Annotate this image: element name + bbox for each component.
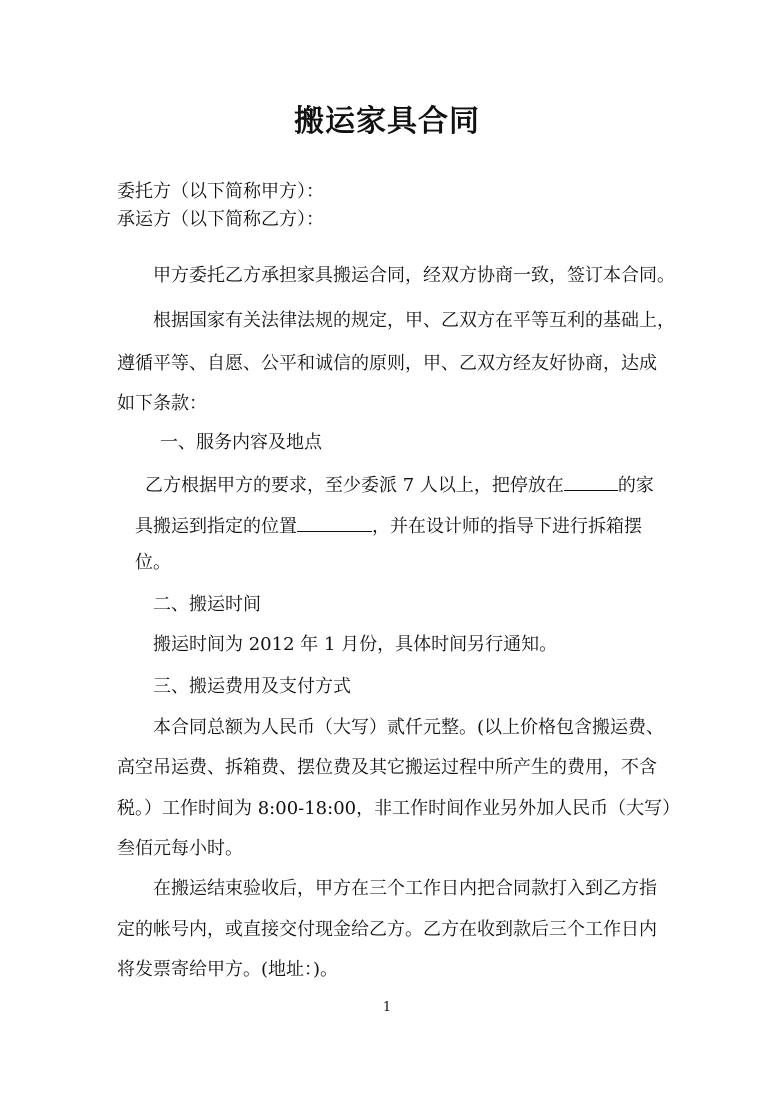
section-3-para-1-line-2: 高空吊运费、拆箱费、摆位费及其它搬运过程中所产生的费用，不含 bbox=[117, 757, 657, 778]
section-1-line-2-text-b: ，并在设计师的指导下进行拆箱摆 bbox=[372, 516, 642, 537]
basis-line-2: 遵循平等、自愿、公平和诚信的原则，甲、乙双方经友好协商，达成 bbox=[117, 353, 657, 374]
section-1-line-1-text-b: 的家 bbox=[617, 475, 654, 496]
section-1-heading: 一、服务内容及地点 bbox=[160, 432, 322, 453]
destination-blank bbox=[297, 511, 372, 532]
section-1-line-2 bbox=[135, 511, 642, 539]
section-3-para-1-line-1: 本合同总额为人民币（大写）贰仟元整。(以上价格包含搬运费、 bbox=[153, 717, 665, 738]
section-1-line-2-text-a: 具搬运到指定的位置 bbox=[135, 516, 297, 537]
page-number: 1 bbox=[382, 1000, 392, 1015]
section-3-para-1-line-4: 叁佰元每小时。 bbox=[117, 838, 243, 859]
basis-line-3: 如下条款： bbox=[117, 393, 207, 414]
section-2-text: 搬运时间为 2012 年 1 月份，具体时间另行通知。 bbox=[153, 634, 558, 655]
basis-line-1: 根据国家有关法律法规的规定，甲、乙双方在平等互利的基础上， bbox=[153, 310, 675, 331]
location-blank bbox=[564, 470, 618, 491]
party-a-line: 委托方（以下简称甲方）： bbox=[117, 181, 324, 202]
section-3-para-2-line-3: 将发票寄给甲方。(地址：)。 bbox=[117, 959, 339, 980]
document-title: 搬运家具合同 bbox=[294, 104, 480, 139]
section-3-para-2-line-1: 在搬运结束验收后，甲方在三个工作日内把合同款打入到乙方指 bbox=[153, 878, 657, 899]
section-1-line-1 bbox=[145, 470, 654, 498]
section-2-heading: 二、搬运时间 bbox=[153, 594, 261, 615]
party-b-line: 承运方（以下简称乙方）： bbox=[117, 209, 324, 230]
section-1-line-3: 位。 bbox=[135, 552, 171, 573]
section-1-line-1-text-a: 乙方根据甲方的要求，至少委派 7 人以上，把停放在 bbox=[145, 475, 564, 496]
section-3-para-1-line-3: 税。）工作时间为 8:00-18:00，非工作时间作业另外加人民币（大写） bbox=[117, 798, 681, 819]
section-3-heading: 三、搬运费用及支付方式 bbox=[153, 676, 351, 697]
section-3-para-2-line-2: 定的帐号内，或直接交付现金给乙方。乙方在收到款后三个工作日内 bbox=[117, 919, 657, 940]
intro-paragraph: 甲方委托乙方承担家具搬运合同，经双方协商一致，签订本合同。 bbox=[153, 265, 675, 286]
